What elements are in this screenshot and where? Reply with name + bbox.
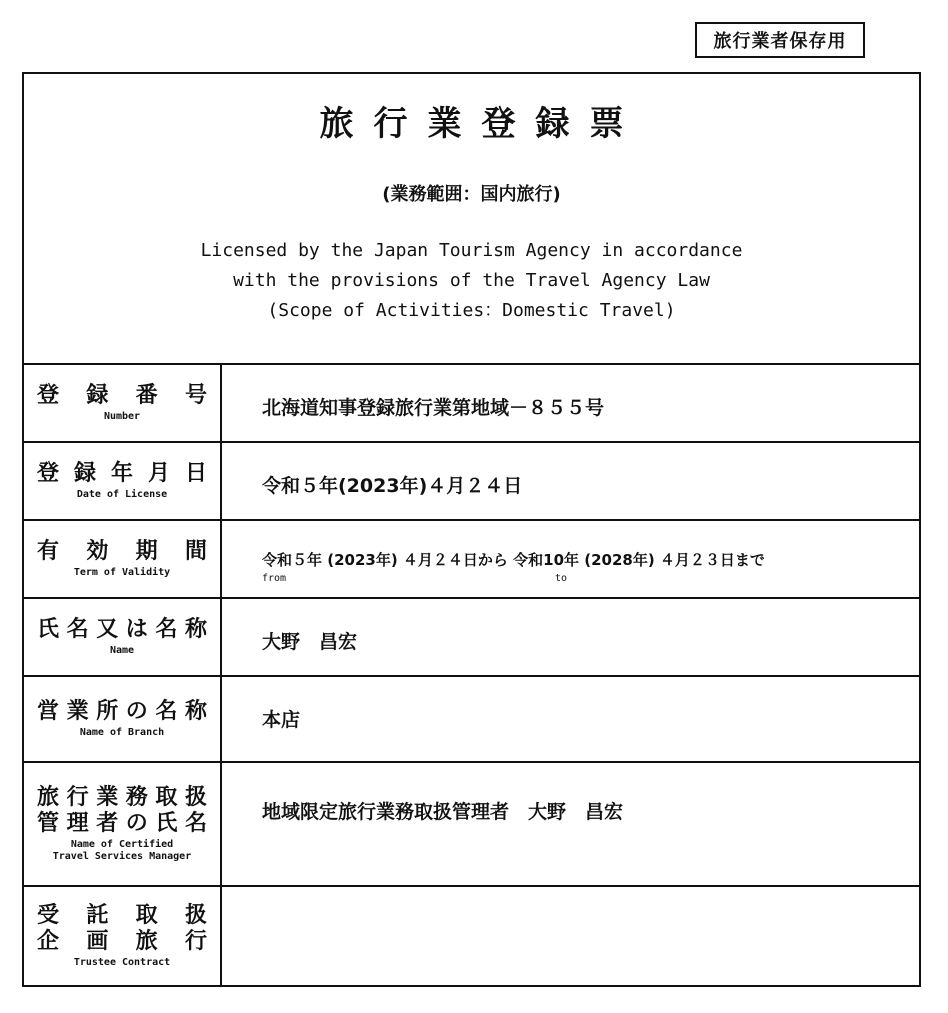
branch-name-value: 本店 [262, 709, 301, 731]
label-name [24, 599, 222, 675]
certificate-header [24, 74, 919, 365]
validity-from-label: from [262, 573, 287, 584]
english-line-1: Licensed by the Japan Tourism Agency in accordance [200, 240, 743, 261]
label-certified-manager [24, 763, 222, 885]
row-certified-manager [24, 763, 919, 887]
label-ja-line-1: 旅行業務取扱 [37, 785, 207, 810]
label-term-of-validity [24, 521, 222, 597]
registration-certificate [22, 72, 921, 987]
label-en: Term of Validity [73, 567, 171, 578]
label-ja-line-2: 管理者の氏名 [37, 811, 207, 836]
label-branch-name [24, 677, 222, 761]
scope-japanese: (業務範囲：国内旅行) [382, 184, 561, 205]
english-line-2: with the provisions of the Travel Agency Law [233, 270, 710, 291]
validity-to-label: to [555, 573, 568, 584]
label-en-line-1: Name of Certified [70, 839, 174, 850]
label-ja: 氏名又は名称 [37, 617, 207, 642]
label-en: Date of License [76, 489, 168, 500]
label-ja: 有効期間 [37, 539, 207, 564]
label-ja: 登録年月日 [37, 461, 207, 486]
label-en: Number [103, 411, 141, 422]
certificate-title: 旅行業登録票 [319, 104, 644, 144]
row-number [24, 365, 919, 443]
label-en: Name of Branch [79, 727, 165, 738]
label-ja-line-2: 企画旅行 [37, 929, 207, 954]
name-value: 大野 昌宏 [262, 631, 358, 653]
certified-manager-value: 地域限定旅行業務取扱管理者 大野 昌宏 [262, 801, 624, 823]
label-ja-line-1: 受託取扱 [37, 903, 207, 928]
label-trustee-contract [24, 887, 222, 985]
english-license-statement [24, 236, 919, 326]
label-date-of-license [24, 443, 222, 519]
label-en-line-2: Travel Services Manager [52, 851, 192, 862]
row-branch-name [24, 677, 919, 763]
row-name [24, 599, 919, 677]
label-en: Trustee Contract [73, 957, 171, 968]
row-term-of-validity [24, 521, 919, 599]
validity-term-value: 令和５年 (2023年) ４月２４日から 令和10年 (2028年) ４月２３日まで [262, 551, 765, 569]
row-trustee-contract [24, 887, 919, 985]
label-number [24, 365, 222, 441]
english-line-3: (Scope of Activities：Domestic Travel) [267, 300, 676, 321]
registration-number-value: 北海道知事登録旅行業第地域－８５５号 [262, 397, 605, 419]
label-ja: 営業所の名称 [37, 699, 207, 724]
row-date-of-license [24, 443, 919, 521]
label-en: Name [109, 645, 135, 656]
retention-copy-stamp: 旅行業者保存用 [695, 22, 865, 58]
license-date-value: 令和５年(2023年)４月２４日 [262, 475, 523, 497]
label-ja: 登録番号 [37, 383, 207, 408]
